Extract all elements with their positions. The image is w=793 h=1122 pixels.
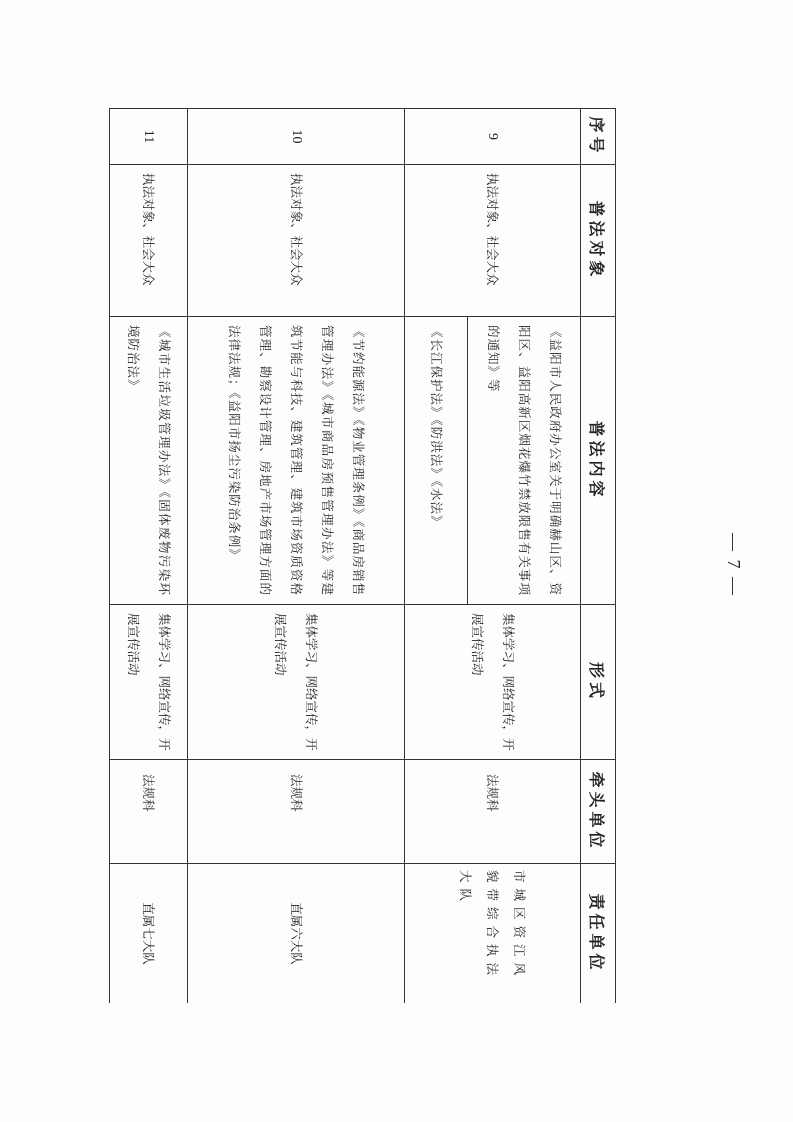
- row-form: 集体学习、网络宣传，开展宣传活动: [110, 605, 188, 760]
- page-number-frame: [704, 505, 744, 625]
- row-content: 《城市生活垃圾管理办法》《固体废物污染环境防治法》: [110, 317, 188, 605]
- header-responsible: 责任单位: [581, 864, 616, 1004]
- table-rotation-frame: [109, 108, 616, 1003]
- row-content: 《益阳市人民政府办公室关于明确赫山区、资阳区、益阳高新区烟花爆竹禁放限售有关事项的通知》等: [468, 317, 581, 605]
- row-seq: 11: [110, 109, 188, 165]
- page-number: — 7 —: [724, 533, 744, 597]
- table-header-row: [581, 109, 616, 1004]
- table-row: [188, 109, 405, 1004]
- header-form: 形式: [581, 605, 616, 760]
- row-responsible: 直属七大队: [110, 864, 188, 1004]
- header-lead: 牵头单位: [581, 760, 616, 864]
- row-seq: 10: [188, 109, 405, 165]
- table-row: [110, 109, 188, 1004]
- header-seq: 序号: [581, 109, 616, 165]
- row-lead: 法规科: [110, 760, 188, 864]
- legal-education-table: [109, 108, 616, 1003]
- row-target: 执法对象、社会大众: [188, 165, 405, 317]
- header-content: 普法内容: [581, 317, 616, 605]
- row-target: 执法对象、社会大众: [110, 165, 188, 317]
- row-lead: 法规科: [188, 760, 405, 864]
- row-form: 集体学习、网络宣传，开展宣传活动: [405, 605, 581, 760]
- row-responsible: 市城区资江风貌带综合执法大队: [405, 864, 581, 1004]
- header-target: 普法对象: [581, 165, 616, 317]
- row-content: 《节约能源法》《物业管理条例》《商品房销售管理办法》《城市商品房预售管理办法》等建筑节能与科技、建筑管理、建筑市场资质资格管理、勘察设计管理、房地产市场管理方面的法律法规；《益阳市扬尘污染防治条例》: [188, 317, 405, 605]
- row-responsible: 直属六大队: [188, 864, 405, 1004]
- row-seq: 9: [405, 109, 581, 165]
- row-lead: 法规科: [405, 760, 581, 864]
- row-target: 执法对象、社会大众: [405, 165, 581, 317]
- row-form: 集体学习、网络宣传，开展宣传活动: [188, 605, 405, 760]
- table-row: [468, 109, 581, 1004]
- row-content: 《长江保护法》《防洪法》《水法》: [405, 317, 468, 605]
